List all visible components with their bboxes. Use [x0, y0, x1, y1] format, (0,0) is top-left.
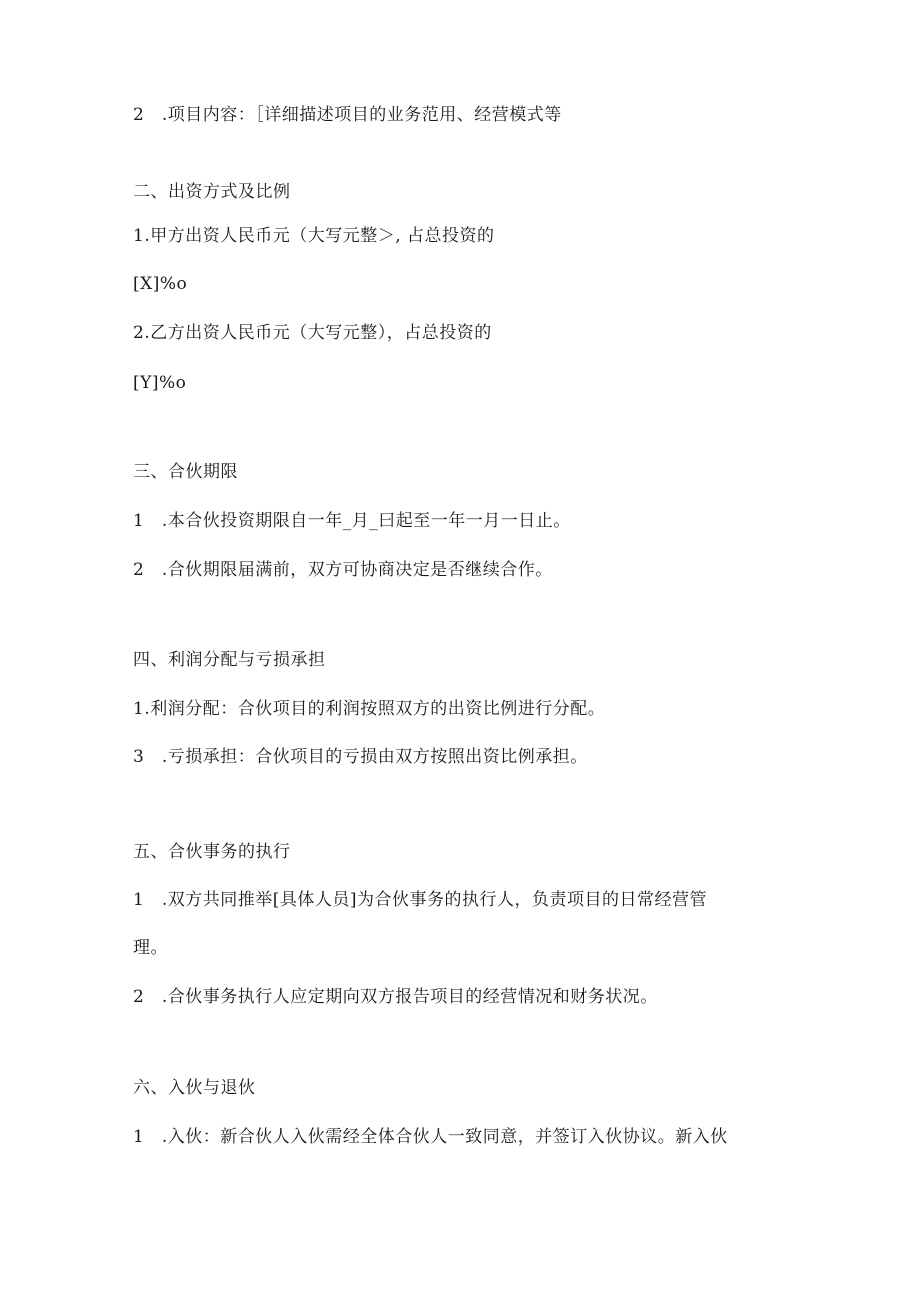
item-party-a-percent: [X]%o	[133, 274, 188, 294]
item-party-a-capital: 1.甲方出资人民币元（大写元整＞, 占总投资的	[133, 226, 495, 246]
item-executor-continued: 理。	[133, 938, 168, 958]
section-heading-affairs: 五、合伙事务的执行	[133, 842, 291, 862]
item-loss-bearing: 3 .亏损承担：合伙项目的亏损由双方按照出资比例承担。	[133, 747, 588, 767]
section-heading-profit: 四、利润分配与亏损承担	[133, 650, 326, 670]
item-party-b-capital: 2.乙方出资人民币元（大写元整），占总投资的	[133, 323, 492, 343]
item-executor-report: 2 .合伙事务执行人应定期向双方报告项目的经营情况和财务状况。	[133, 987, 658, 1007]
section-heading-term: 三、合伙期限	[133, 462, 238, 482]
section-heading-admission: 六、入伙与退伙	[133, 1078, 256, 1098]
item-executor: 1 .双方共同推举[具体人员]为合伙事务的执行人，负责项目的日常经营管	[133, 890, 707, 910]
item-party-b-percent: [Y]%o	[133, 373, 187, 393]
item-project-content: 2 .项目内容：［详细描述项目的业务范用、经营模式等	[133, 105, 562, 125]
item-admission: 1 .入伙：新合伙人入伙需经全体合伙人一致同意，并签订入伙协议。新入伙	[133, 1127, 728, 1147]
item-term-renewal: 2 .合伙期限届满前，双方可协商决定是否继续合作。	[133, 560, 553, 580]
item-term-period: 1 .本合伙投资期限自一年_月_曰起至一年一月一日止。	[133, 511, 571, 531]
item-profit-distribution: 1.利润分配：合伙项目的利润按照双方的出资比例进行分配。	[133, 699, 606, 719]
section-heading-capital: 二、出资方式及比例	[133, 182, 291, 202]
